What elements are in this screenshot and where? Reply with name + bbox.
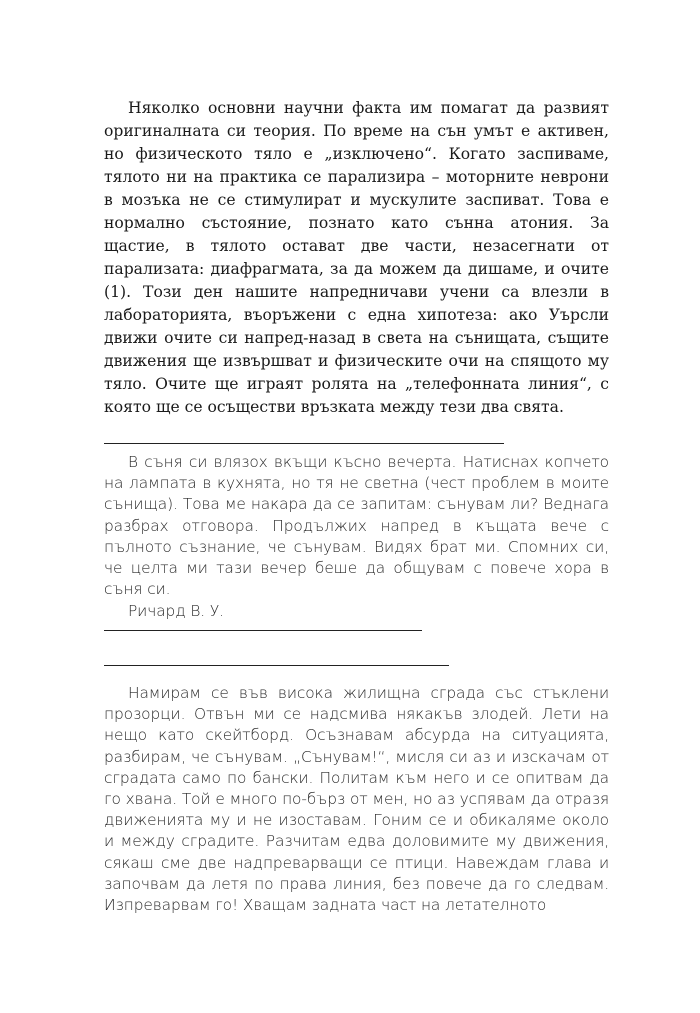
dream-account-2 (104, 683, 609, 916)
dream-account-1-signature: Ричард В. У. (128, 602, 224, 621)
dream-account-2-text: Намирам се във висока жилищна сграда със стъклени прозорци. Отвън ми се надсмива някакъв злодей. Лети на нещо като скейтборд. Осъзнавам абсурда на ситуацията, разбирам, че сънувам. „Сънувам!“, мисля си аз и изскачам от сградата само по бански. Политам към него и се опитвам да го хвана. Той е много по-бърз от мен, но аз успявам да отразя движенията му и не изоставам. Гоним се и обикаляме около и между сградите. Разчитам едва доловимите му движения, сякаш сме две надпреварващи се птици. Навеждам глава и започвам да летя по права линия, без повече да го следвам. Изпреварвам го! Хващам задната част на летателното (104, 684, 609, 915)
quote-divider-top-2 (104, 665, 449, 666)
dream-account-1-text: В съня си влязох вкъщи късно вечерта. Натиснах копчето на лампата в кухнята, но тя не светна (чест проблем в моите сънища). Това ме накара да се запитам: сънувам ли? Веднага разбрах отговора. Продължих напред в къщата вече с пълното съзнание, че сънувам. Видях брат ми. Спомних си, че целта ми тази вечер беше да общувам с повече хора в съня си. (104, 453, 609, 599)
quote-divider-top (104, 443, 504, 444)
quote-divider-bottom (104, 630, 422, 631)
body-paragraph: Няколко основни научни факта им помагат да развият оригиналната си теория. По време на сън умът е активен, но физическото тяло е „изключено“. Когато заспиваме, тялото ни на практика се парализира – моторните неврони в мозъка не се стимулират и мускулите заспиват. Това е нормално състояние, познато като сънна атония. За щастие, в тялото остават две части, незасегнати от парализата: диафрагмата, за да можем да дишаме, и очите (1). Този ден нашите напредничави учени са влезли в лабораторията, въоръжени с една хипотеза: ако Уърсли движи очите си напред-назад в света на сънищата, същите движения ще извършват и физическите очи на спящото му тяло. Очите ще играят ролята на „телефонната линия“, с която ще се осъществи връзката между тези два свята. (104, 99, 609, 416)
dream-account-1 (104, 452, 609, 623)
